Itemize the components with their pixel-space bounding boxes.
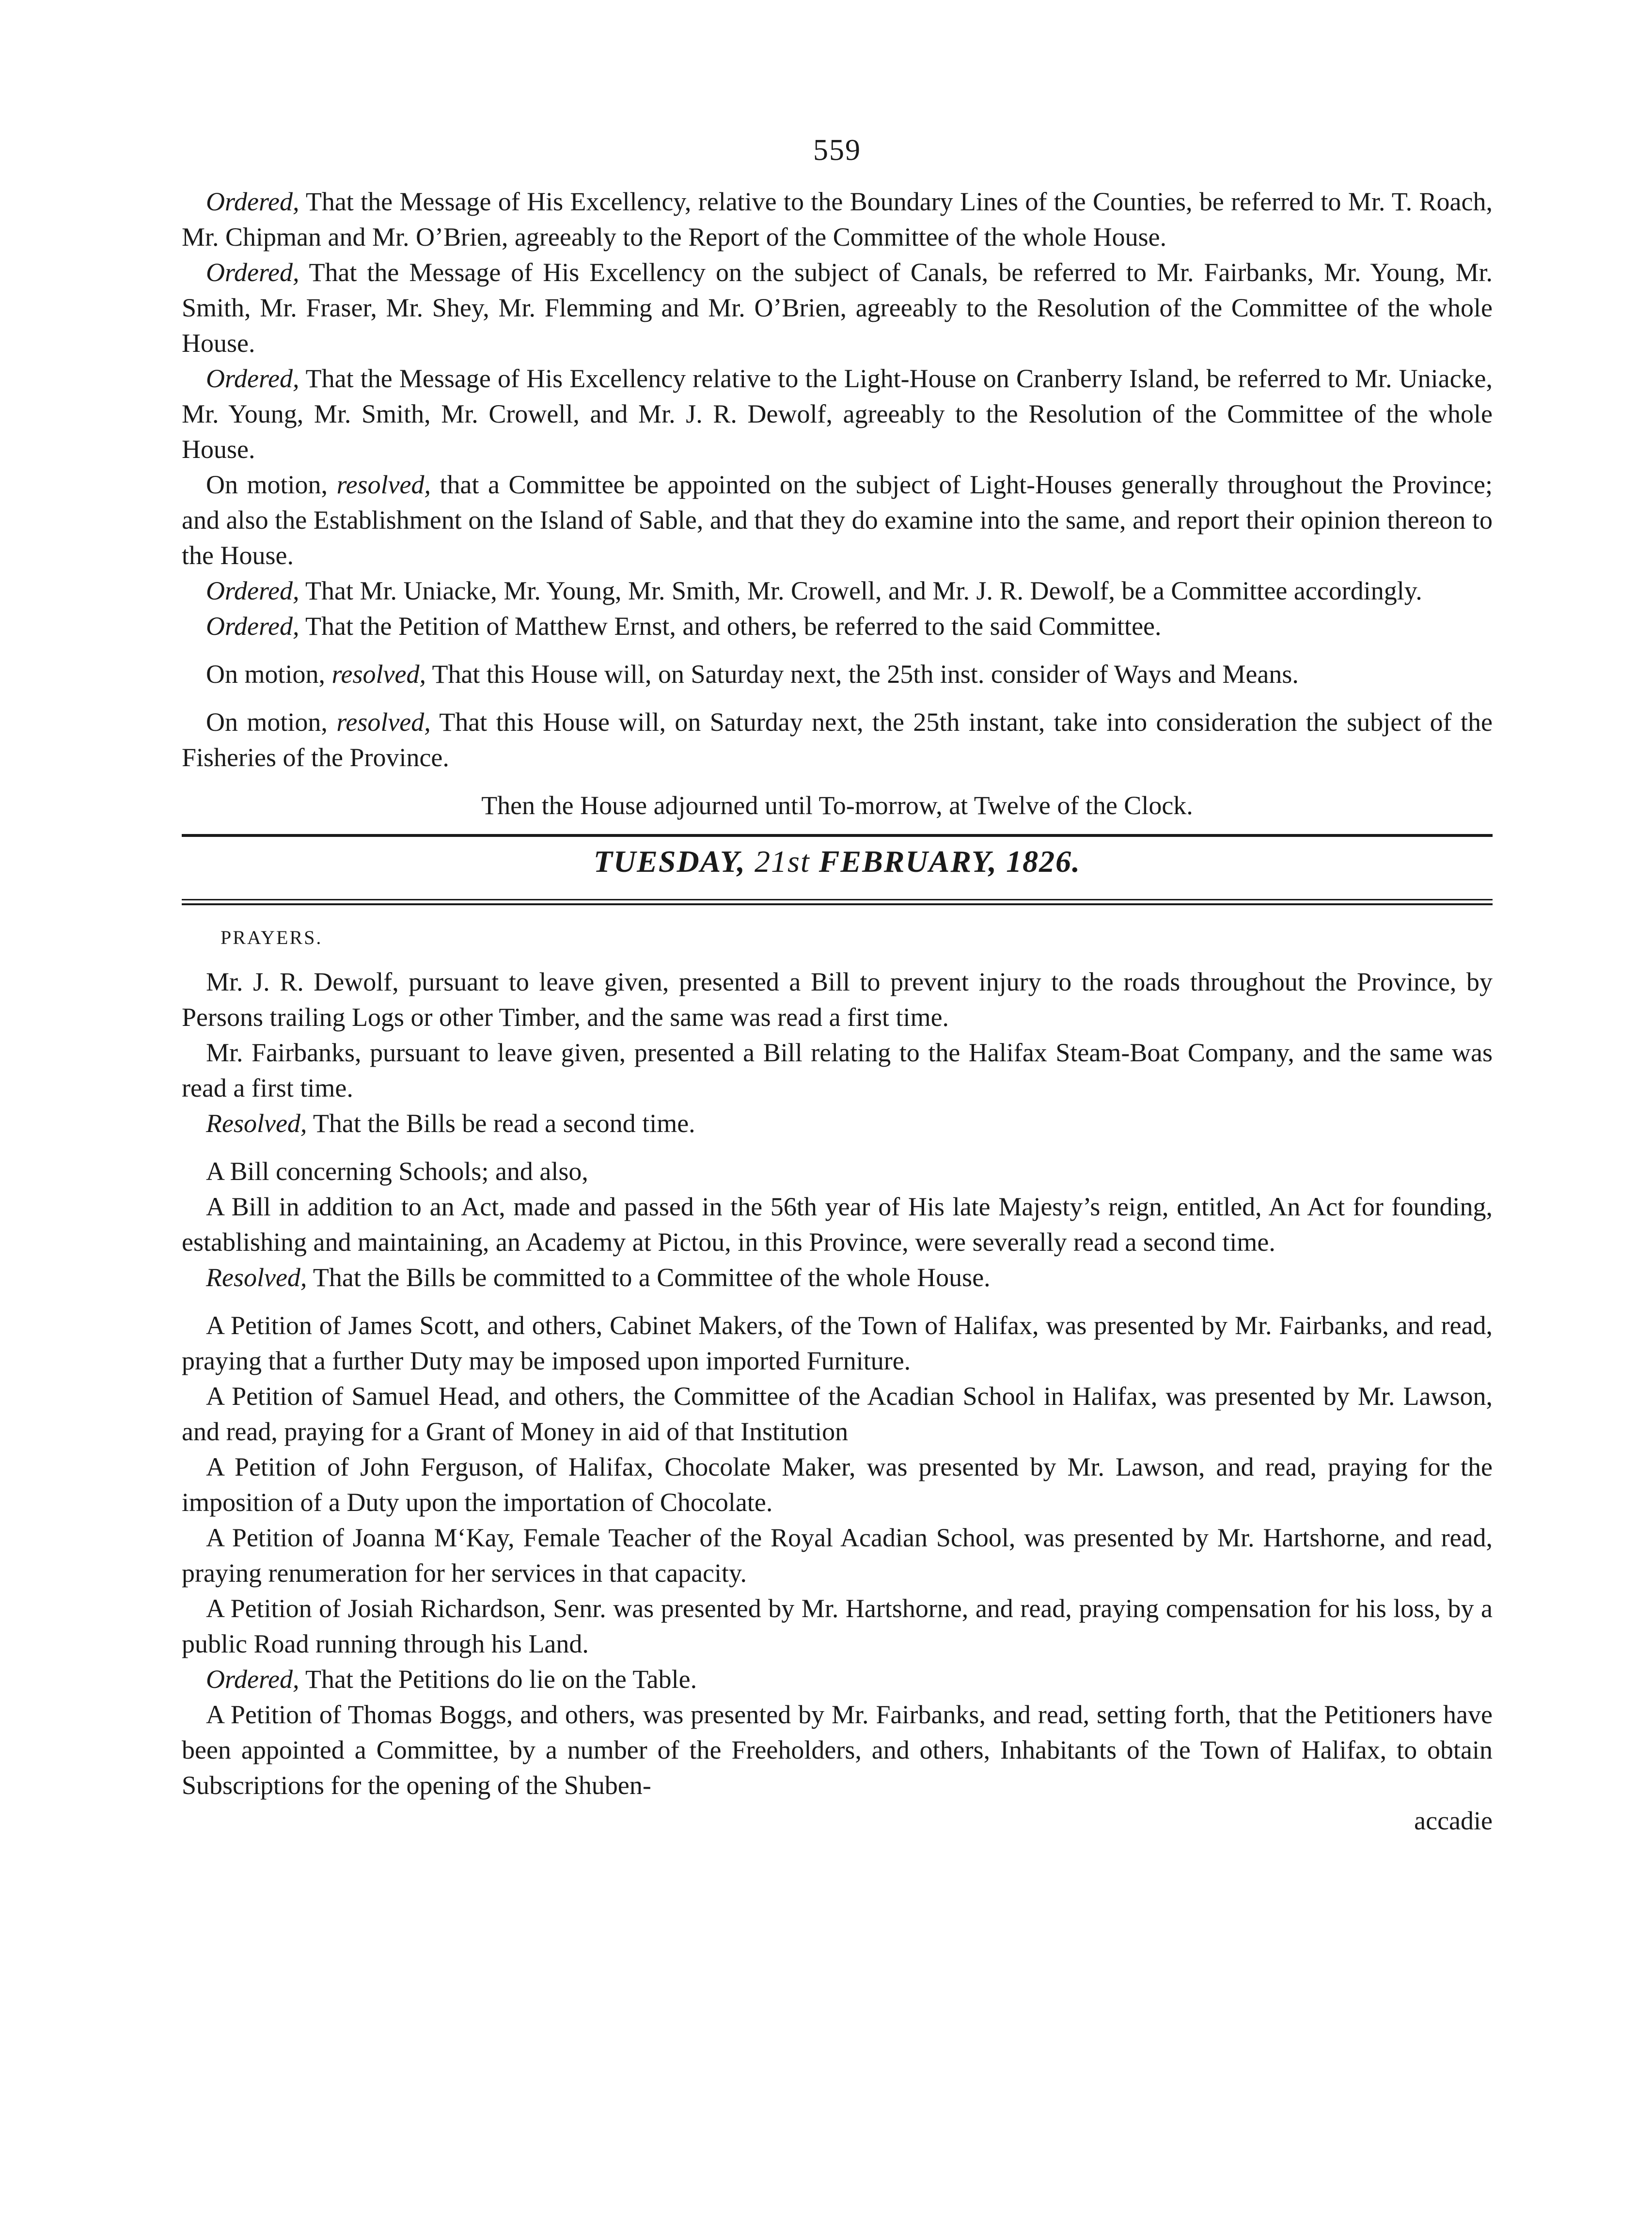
journal-entry: Ordered, That the Message of His Excellency on the subject of Canals, be referred to Mr. Fairbanks, Mr. Young, Mr. Smith, Mr. Fraser, Mr. Shey, Mr. Flemming and Mr. O’Brien, agreeably to the Resolution of the Committee of the whole House.	[182, 258, 1493, 358]
journal-entry: Ordered, That the Petitions do lie on the Table.	[206, 1665, 697, 1694]
prayers-label: PRAYERS.	[220, 927, 323, 948]
journal-entry: A Petition of John Ferguson, of Halifax, Chocolate Maker, was presented by Mr. Lawson, and read, praying for the imposition of a Duty upon the importation of Chocolate.	[182, 1452, 1493, 1517]
journal-entry: A Bill in addition to an Act, made and passed in the 56th year of His late Majesty’s reign, entitled, An Act for founding, establishing and maintaining, an Academy at Pictou, in this Province, were severally read a second time.	[182, 1192, 1493, 1257]
journal-entry: Ordered, That Mr. Uniacke, Mr. Young, Mr. Smith, Mr. Crowell, and Mr. J. R. Dewolf, be a Committee accordingly.	[206, 576, 1422, 605]
adjournment-line: Then the House adjourned until To-morrow, at Twelve of the Clock.	[481, 791, 1193, 820]
page-number: 559	[813, 134, 861, 167]
journal-entry: Mr. Fairbanks, pursuant to leave given, presented a Bill relating to the Halifax Steam-Boat Company, and the same was read a first time.	[182, 1038, 1493, 1102]
journal-entry: Ordered, That the Message of His Excellency, relative to the Boundary Lines of the Counties, be referred to Mr. T. Roach, Mr. Chipman and Mr. O’Brien, agreeably to the Report of the Committee of the whole House.	[182, 187, 1493, 252]
date-heading: TUESDAY, 21st FEBRUARY, 1826.	[593, 844, 1081, 879]
journal-entry: A Petition of Josiah Richardson, Senr. was presented by Mr. Hartshorne, and read, praying compensation for his loss, by a public Road running through his Land.	[182, 1594, 1493, 1658]
journal-entry: On motion, resolved, that a Committee be appointed on the subject of Light-Houses generally throughout the Province; and also the Establishment on the Island of Sable, and that they do examine into the same, and report their opinion thereon to the House.	[182, 470, 1493, 570]
journal-entry: On motion, resolved, That this House will, on Saturday next, the 25th instant, take into consideration the subject of the Fisheries of the Province.	[182, 708, 1493, 772]
journal-entry: Mr. J. R. Dewolf, pursuant to leave given, presented a Bill to prevent injury to the roads throughout the Province, by Persons trailing Logs or other Timber, and the same was read a first time.	[182, 967, 1493, 1032]
journal-entry: Resolved, That the Bills be read a second time.	[206, 1109, 695, 1138]
journal-entry: Ordered, That the Message of His Excellency relative to the Light-House on Cranberry Island, be referred to Mr. Uniacke, Mr. Young, Mr. Smith, Mr. Crowell, and Mr. J. R. Dewolf, agreeably to the Resolution of the Committee of the whole House.	[182, 364, 1493, 464]
journal-entry: Ordered, That the Petition of Matthew Ernst, and others, be referred to the said Committee.	[206, 612, 1162, 641]
journal-entry: A Petition of Thomas Boggs, and others, was presented by Mr. Fairbanks, and read, setting forth, that the Petitioners have been appointed a Committee, by a number of the Freeholders, and others, Inhabitants of the Town of Halifax, to obtain Subscriptions for the opening of the Shuben-	[182, 1700, 1493, 1800]
section-rule-mid	[182, 899, 1493, 900]
pre-adjournment-section	[182, 184, 1493, 823]
proceedings-section	[182, 964, 1493, 1839]
section-rule-bottom	[182, 903, 1493, 905]
journal-entry: A Petition of James Scott, and others, Cabinet Makers, of the Town of Halifax, was presented by Mr. Fairbanks, and read, praying that a further Duty may be imposed upon imported Furniture.	[182, 1311, 1493, 1375]
section-rule-top	[182, 834, 1493, 837]
journal-entry: A Bill concerning Schools; and also,	[206, 1157, 588, 1186]
document-page	[182, 131, 1493, 1839]
catchword: accadie	[1414, 1806, 1493, 1835]
journal-entry: On motion, resolved, That this House will, on Saturday next, the 25th inst. consider of Ways and Means.	[206, 660, 1299, 689]
journal-entry: A Petition of Joanna M‘Kay, Female Teacher of the Royal Acadian School, was presented by Mr. Hartshorne, and read, praying renumeration for her services in that capacity.	[182, 1523, 1493, 1588]
journal-entry: Resolved, That the Bills be committed to a Committee of the whole House.	[206, 1263, 991, 1292]
journal-entry: A Petition of Samuel Head, and others, the Committee of the Acadian School in Halifax, was presented by Mr. Lawson, and read, praying for a Grant of Money in aid of that Institution	[182, 1382, 1493, 1446]
